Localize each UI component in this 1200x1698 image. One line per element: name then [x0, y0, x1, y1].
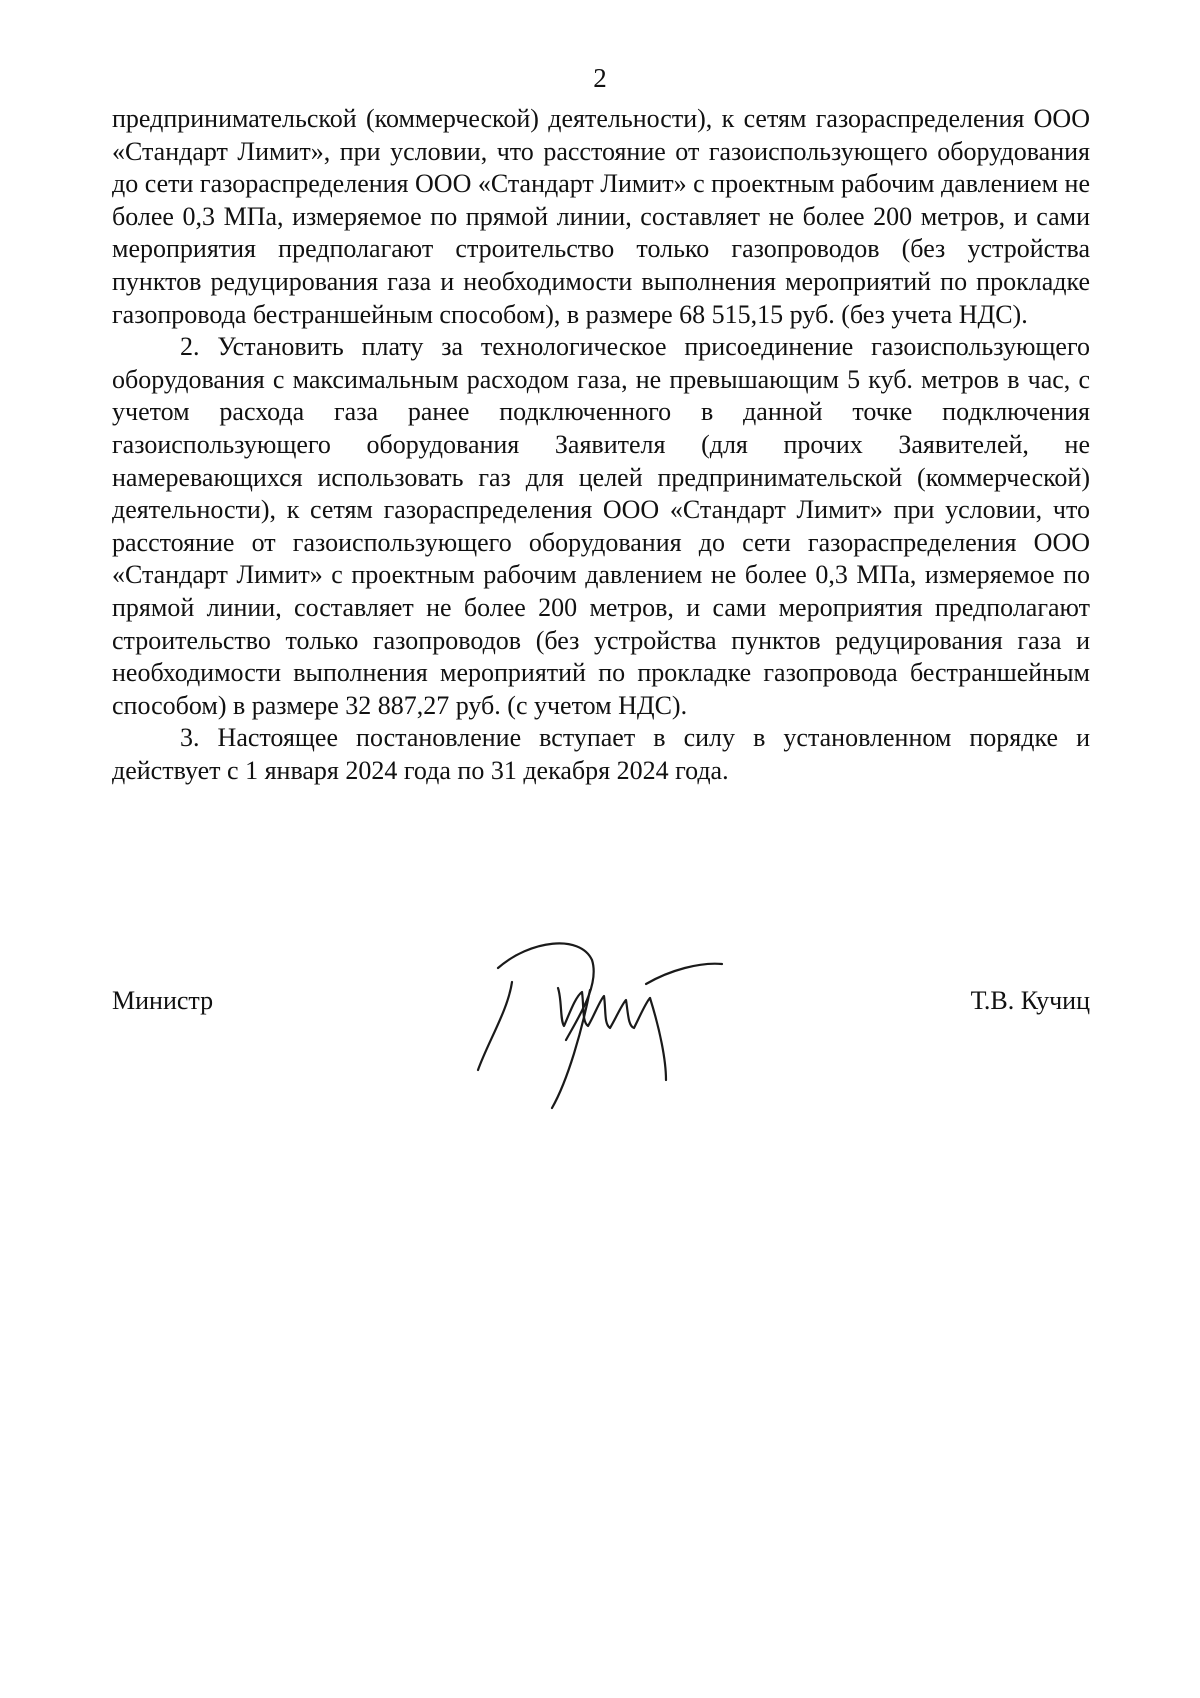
- signer-name: Т.В. Кучиц: [970, 986, 1090, 1015]
- page-number: 2: [593, 63, 607, 93]
- document-body: [112, 103, 1090, 787]
- handwritten-signature: [470, 930, 770, 1110]
- paragraph-item-3: 3. Настоящее постановление вступает в силу в установленном порядке и действует с 1 января 2024 года по 31 декабря 2024 года.: [112, 723, 1090, 785]
- paragraph-continuation: предпринимательской (коммерческой) деятельности), к сетям газораспределения ООО «Стандарт Лимит», при условии, что расстояние от газоиспользующего оборудования до сети газораспределения ООО «Стандарт Лимит» с проектным рабочим давлением не более 0,3 МПа, измеряемое по прямой линии, составляет не более 200 метров, и сами мероприятия предполагают строительство только газопроводов (без устройства пунктов редуцирования газа и необходимости выполнения мероприятий по прокладке газопровода бестраншейным способом), в размере 68 515,15 руб. (без учета НДС).: [112, 104, 1090, 329]
- paragraph-item-2: 2. Установить плату за технологическое присоединение газоиспользующего оборудования с максимальным расходом газа, не превышающим 5 куб. метров в час, с учетом расхода газа ранее подключенного в данной точке подключения газоиспользующего оборудования Заявителя (для прочих Заявителей, не намеревающихся использовать газ для целей предпринимательской (коммерческой) деятельности), к сетям газораспределения ООО «Стандарт Лимит» при условии, что расстояние от газоиспользующего оборудования до сети газораспределения ООО «Стандарт Лимит» с проектным рабочим давлением не более 0,3 МПа, измеряемое по прямой линии, составляет не более 200 метров, и сами мероприятия предполагают строительство только газопроводов (без устройства пунктов редуцирования газа и необходимости выполнения мероприятий по прокладке газопровода бестраншейным способом) в размере 32 887,27 руб. (с учетом НДС).: [112, 332, 1090, 720]
- signer-position: Министр: [112, 986, 214, 1015]
